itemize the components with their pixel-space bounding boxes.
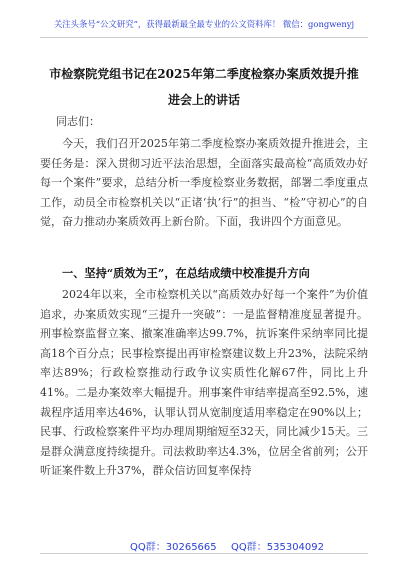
- document-title-line2: 进会上的讲话: [167, 93, 240, 107]
- footer-qq-group-2: QQ群：535304092: [231, 542, 325, 553]
- footer-qq-group-1: QQ群：30265665: [130, 542, 217, 553]
- header-divider: [40, 37, 368, 38]
- header-notice: 关注头条号“公文研究”，获得最新最全最专业的公文资料库！ 微信：gongwenyj: [53, 19, 355, 29]
- footer-divider: [40, 553, 368, 554]
- section-heading-1: 一、坚持“质效为王”，在总结成绩中校准提升方向: [62, 266, 310, 280]
- document-title-line1: 市检察院党组书记在2025年第二季度检察办案质效提升推: [49, 67, 359, 81]
- paragraph-body: 2024年以来，全市检察机关以“高质效办好每一个案件”为价值追求，办案质效实现“三提升一突破”：一是监督精准度显著提升。刑事检察监督立案、撤案准确率达99.7%，抗诉案件采纳率同比提高18个百分点；民事检察提出再审检察建议数上升23%，法院采纳率达89%；行政检察推动行政争议实质性化解67件，同比上升41%。二是办案效率大幅提升。刑事案件审结率提高至92.5%，速裁程序适用率达46%，认罪认罚从宽制度适用率稳定在90%以上；民事、行政检察案件平均办理周期缩短至32天，同比减少15天。三是群众满意度持续提升。司法救助率达4.3%，位居全省前列；公开听证案件数上升37%，群众信访回复率保持: [40, 288, 368, 478]
- salutation: 同志们：: [56, 115, 100, 128]
- paragraph-intro: 今天，我们召开2025年第二季度检察办案质效提升推进会，主要任务是：深入贯彻习近平法治思想，全面落实最高检“高质效办好每一个案件”要求，总结分析一季度检察业务数据，部署二季度重点工作，动员全市检察机关以“正诸‘执’行”的担当、“检”守初心”的自觉，奋力推动办案质效再上新台阶。下面，我讲四个方面意见。: [40, 137, 368, 229]
